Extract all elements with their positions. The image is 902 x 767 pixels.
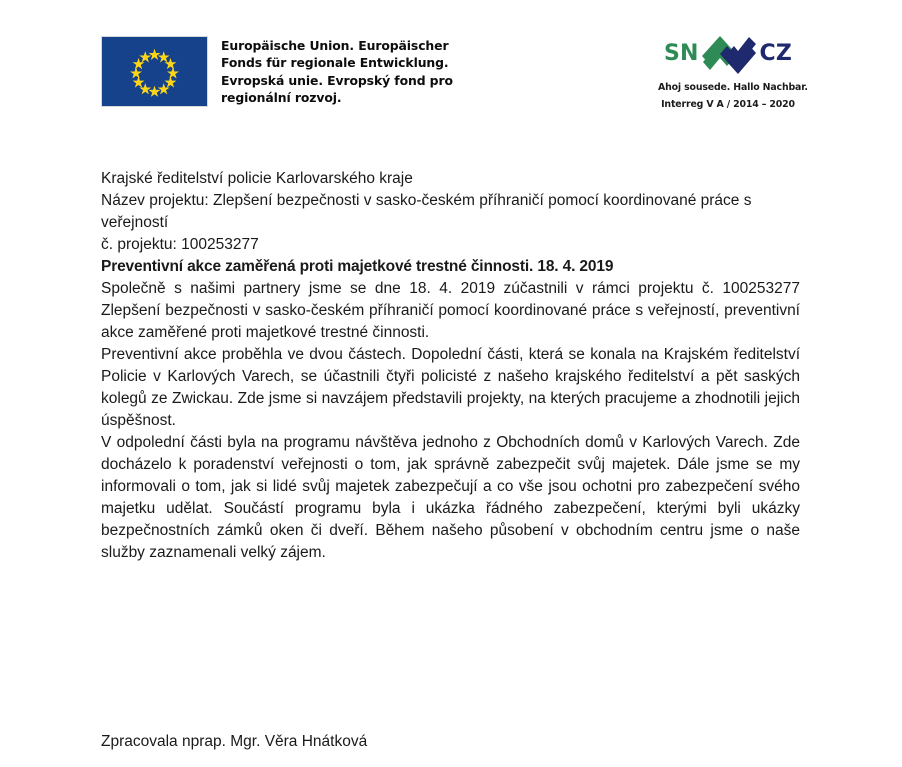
eu-text-line-2: Fonds für regionale Entwicklung.	[221, 55, 449, 71]
interreg-sn-label: SN	[664, 41, 699, 66]
interreg-chevron-icon	[700, 32, 758, 78]
organisation-line: Krajské ředitelství policie Karlovarského kraje	[101, 170, 413, 187]
paragraph-2: Preventivní akce proběhla ve dvou částech. Dopolední části, která se konala na Krajském ředitelství Policie v Karlových Varech, se účastnili čtyři policisté z našeho krajského ředitelství a pět saských kolegů ze Zwickau. Zde jsme si navzájem představili projekty, na kterých pracujeme a zhodnotili jejich úspěšnost.	[101, 346, 800, 429]
eu-flag-icon	[101, 36, 208, 107]
interreg-tagline: Ahoj sousede. Hallo Nachbar.	[658, 82, 808, 93]
logo-header-bar	[0, 30, 902, 130]
project-number-line: č. projektu: 100253277	[101, 236, 259, 253]
paragraph-3: V odpolední části byla na programu návštěva jednoho z Obchodních domů v Karlových Varech. Zde docházelo k poradenství veřejnosti o tom, jak správně zabezpečit svůj majetek. Dále jsme se my informovali o tom, jak si lidé svůj majetek zabezpečují a co vše jsou ochotni pro zabezpečení svého majetku udělat. Součástí programu byla i ukázka řádného zabezpečení, kterými byli ukázky bezpečnostních zámků oken či dveří. Během našeho působení v obchodním centru jsme o naše služby zaznamenali velký zájem.	[101, 434, 800, 561]
eu-text-line-3: Evropská unie. Evropský fond pro	[221, 72, 453, 88]
paragraph-1: Společně s našimi partnery jsme se dne 18. 4. 2019 zúčastnili v rámci projektu č. 100253277 Zlepšení bezpečnosti v sasko-českém příhraničí pomocí koordinované práce s veřejností, preventivní akce zaměřené proti majetkové trestné činnosti.	[101, 280, 800, 341]
eu-text-line-1: Europäische Union. Europäischer	[221, 38, 449, 53]
eu-emblem-wordmark	[221, 36, 453, 107]
interreg-wordmark	[664, 32, 792, 78]
eu-text-line-4: regionální rozvoj.	[221, 90, 342, 106]
interreg-cz-label: CZ	[759, 41, 792, 66]
document-body	[101, 168, 800, 564]
headline: Preventivní akce zaměřená proti majetkové trestné činnosti. 18. 4. 2019	[101, 258, 614, 275]
interreg-programme: Interreg V A / 2014 – 2020	[661, 98, 795, 110]
eu-emblem-block	[101, 36, 453, 107]
signature-line: Zpracovala nprap. Mgr. Věra Hnátková	[101, 733, 368, 750]
project-name-line: Název projektu: Zlepšení bezpečnosti v sasko-českém příhraničí pomocí koordinované práce s veřejností	[101, 192, 752, 231]
interreg-logo-block	[658, 32, 808, 111]
